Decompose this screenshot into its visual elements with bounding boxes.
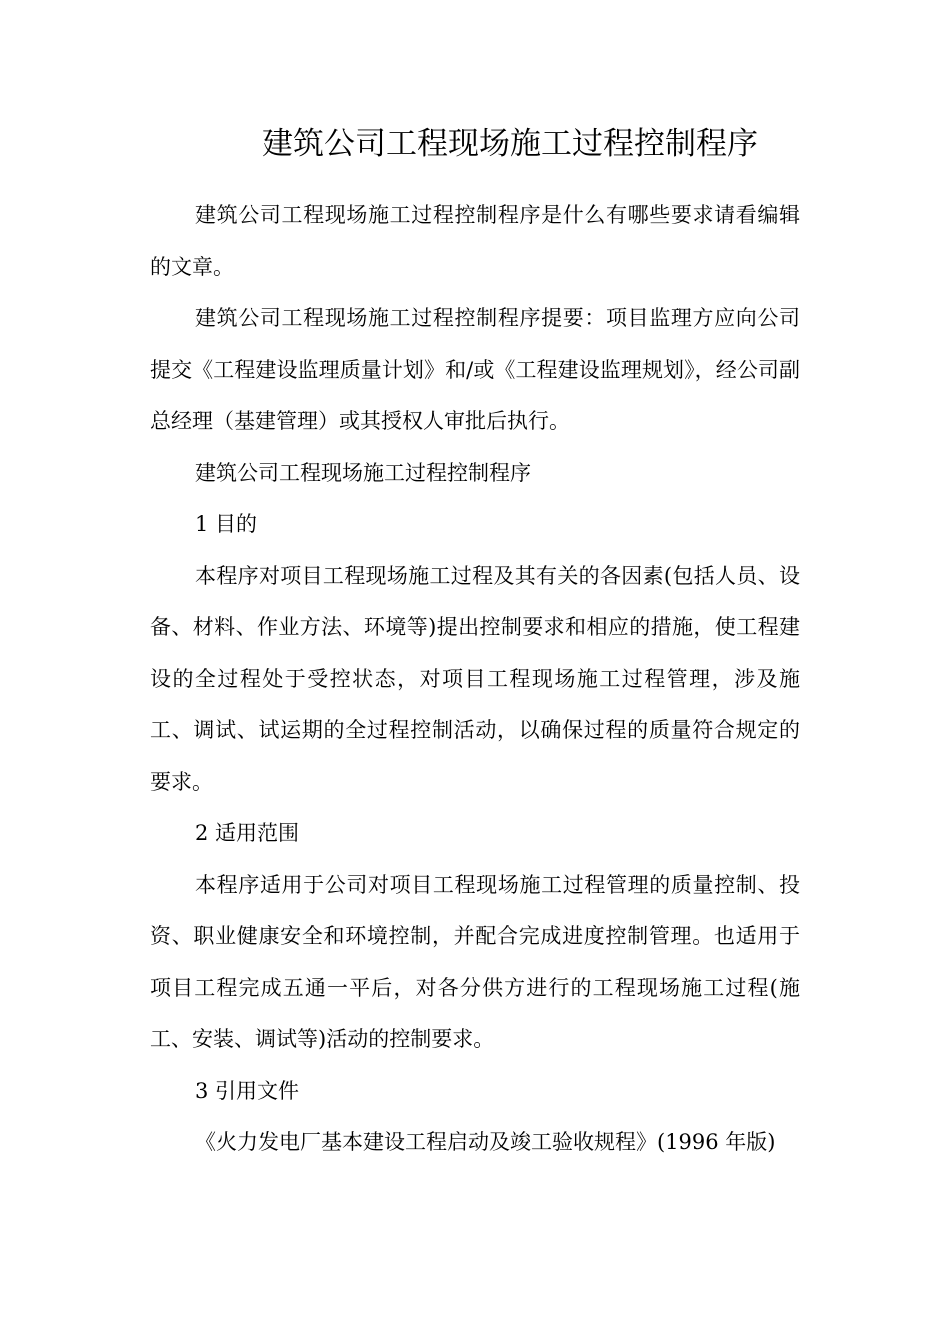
- heading-references: 3 引用文件: [195, 1078, 300, 1103]
- scope-paragraph: 本程序适用于公司对项目工程现场施工过程管理的质量控制、投资、职业健康安全和环境控制，并配合完成进度控制管理。也适用于项目工程完成五通一平后，对各分供方进行的工程现场施工过程(施工、安装、调试等)活动的控制要求。: [150, 872, 800, 1051]
- purpose-paragraph: 本程序对项目工程现场施工过程及其有关的各因素(包括人员、设备、材料、作业方法、环境等)提出控制要求和相应的措施，使工程建设的全过程处于受控状态，对项目工程现场施工过程管理，涉及施工、调试、试运期的全过程控制活动，以确保过程的质量符合规定的要求。: [150, 563, 800, 794]
- summary-paragraph: 建筑公司工程现场施工过程控制程序提要：项目监理方应向公司提交《工程建设监理质量计划》和/或《工程建设监理规划》，经公司副总经理（基建管理）或其授权人审批后执行。: [150, 306, 800, 433]
- reference-item: 《火力发电厂基本建设工程启动及竣工验收规程》(1996 年版): [195, 1130, 776, 1154]
- document-title: 建筑公司工程现场施工过程控制程序: [262, 126, 758, 162]
- heading-scope: 2 适用范围: [195, 821, 300, 845]
- heading-purpose: 1 目的: [195, 512, 258, 536]
- document-body: [150, 190, 800, 1169]
- section-heading: 建筑公司工程现场施工过程控制程序: [195, 460, 531, 485]
- intro-paragraph: 建筑公司工程现场施工过程控制程序是什么有哪些要求请看编辑的文章。: [150, 203, 800, 279]
